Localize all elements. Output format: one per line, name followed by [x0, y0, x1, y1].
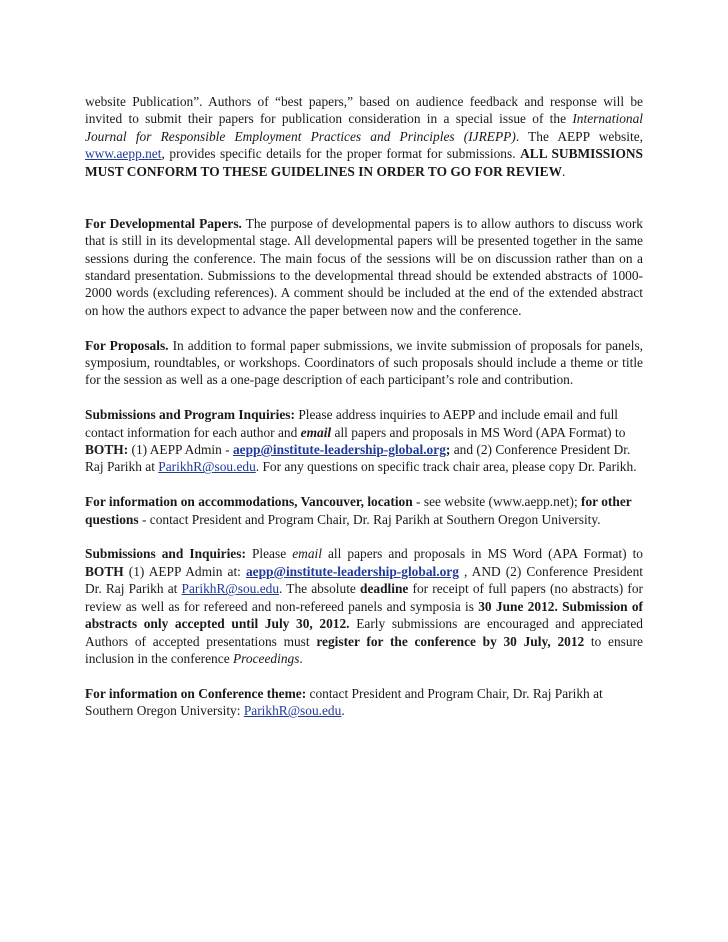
parikh-email-link[interactable]: ParikhR@sou.edu	[181, 581, 280, 597]
proceedings-word: Proceedings	[232, 650, 300, 666]
text: In addition to formal paper submissions, we invite submission of proposals for panels, symposium, roundtables, or workshops. Coordinators of such proposals should include a theme or title for the session as well as a one-page description of each participant’s role and contribution.	[85, 337, 643, 388]
submissions-inquiries-paragraph	[85, 545, 643, 667]
text: . The AEPP website,	[515, 128, 643, 144]
text: for receipt of full papers (no abstracts) for review as well as for refereed and non-refereed panels and symposia is	[85, 581, 643, 614]
publication-paragraph	[85, 93, 643, 180]
journal-title: International Journal for Responsible Employment Practices and Principles (IJREPP)	[85, 111, 643, 144]
developmental-papers-paragraph	[85, 215, 643, 319]
guidelines-notice: ALL SUBMISSIONS MUST CONFORM TO THESE GUIDELINES IN ORDER TO GO FOR REVIEW	[85, 146, 643, 179]
program-inquiries-paragraph	[85, 406, 643, 476]
admin-email-link[interactable]: aepp@institute-leadership-global.org	[232, 442, 446, 458]
text: Please	[245, 546, 293, 562]
submissions-inquiries-heading: Submissions and Inquiries:	[85, 546, 246, 562]
developmental-papers-heading: For Developmental Papers.	[85, 215, 242, 231]
email-word: email	[292, 546, 322, 562]
text: - contact President and Program Chair, Dr. Raj Parikh at Southern Oregon University.	[138, 511, 601, 527]
parikh-email-link[interactable]: ParikhR@sou.edu	[243, 703, 342, 719]
accommodations-heading: For information on accommodations, Vancouver, location	[85, 494, 413, 510]
text: Early submissions are encouraged and appreciated Authors of accepted presentations must	[85, 616, 643, 649]
both-label: BOTH:	[85, 442, 129, 458]
text: .	[299, 650, 303, 666]
text: . The absolute	[279, 581, 360, 597]
program-inquiries-heading: Submissions and Program Inquiries:	[85, 407, 295, 423]
text: .	[341, 703, 345, 719]
text: all papers and proposals in MS Word (APA Format) to	[321, 546, 644, 562]
proposals-paragraph	[85, 337, 643, 389]
conference-theme-heading: For information on Conference theme:	[85, 685, 307, 701]
text: , provides specific details for the proper format for submissions.	[161, 146, 521, 162]
email-word: email	[300, 424, 332, 440]
admin-email-link[interactable]: aepp@institute-leadership-global.org	[245, 563, 459, 579]
text: Please address inquiries to AEPP and include email and full contact information for each author and	[85, 407, 619, 440]
text: - see website (www.aepp.net);	[412, 494, 582, 510]
parikh-email-link[interactable]: ParikhR@sou.edu	[158, 459, 256, 475]
conference-theme-paragraph	[85, 685, 643, 720]
text: to ensure inclusion in the conference	[85, 633, 643, 666]
document-page	[85, 93, 643, 737]
text: (1) AEPP Admin at:	[123, 563, 246, 579]
text: contact President and Program Chair, Dr. Raj Parikh at Southern Oregon University:	[85, 685, 603, 719]
text: and (2) Conference President Dr. Raj Parikh at	[85, 442, 631, 475]
both-label: BOTH	[85, 563, 124, 579]
aepp-website-link[interactable]: www.aepp.net	[85, 146, 162, 162]
text: (1) AEPP Admin -	[128, 442, 233, 458]
deadline-label: deadline	[360, 581, 409, 597]
text: website Publication”. Authors of “best papers,” based on audience feedback and response will be invited to submit their papers for publication consideration in a special issue of the	[85, 94, 643, 127]
text: The purpose of developmental papers is to allow authors to discuss work that is still in its developmental stage. All developmental papers will be presented together in the same sessions during the conference. The main focus of the sessions will be on discussion rather than on a standard presentation. Submissions to the developmental thread should be extended abstracts of 1000-2000 words (excluding references). A comment should be included at the end of the extended abstract on how the authors expect to advance the paper between now and the conference.	[85, 215, 643, 318]
accommodations-paragraph	[85, 493, 643, 528]
registration-deadline: register for the conference by 30 July, 2012	[316, 633, 585, 649]
proposals-heading: For Proposals.	[85, 337, 169, 353]
text: . For any questions on specific track chair area, please copy Dr. Parikh.	[255, 459, 637, 475]
text: all papers and proposals in MS Word (APA Format) to	[331, 424, 626, 440]
text: .	[561, 163, 566, 179]
other-questions-label: for other questions	[85, 494, 632, 527]
text: , AND (2) Conference President Dr. Raj Parikh at	[85, 563, 643, 597]
text: ;	[445, 442, 451, 458]
deadline-dates: 30 June 2012. Submission of abstracts only accepted until July 30, 2012.	[85, 598, 644, 632]
